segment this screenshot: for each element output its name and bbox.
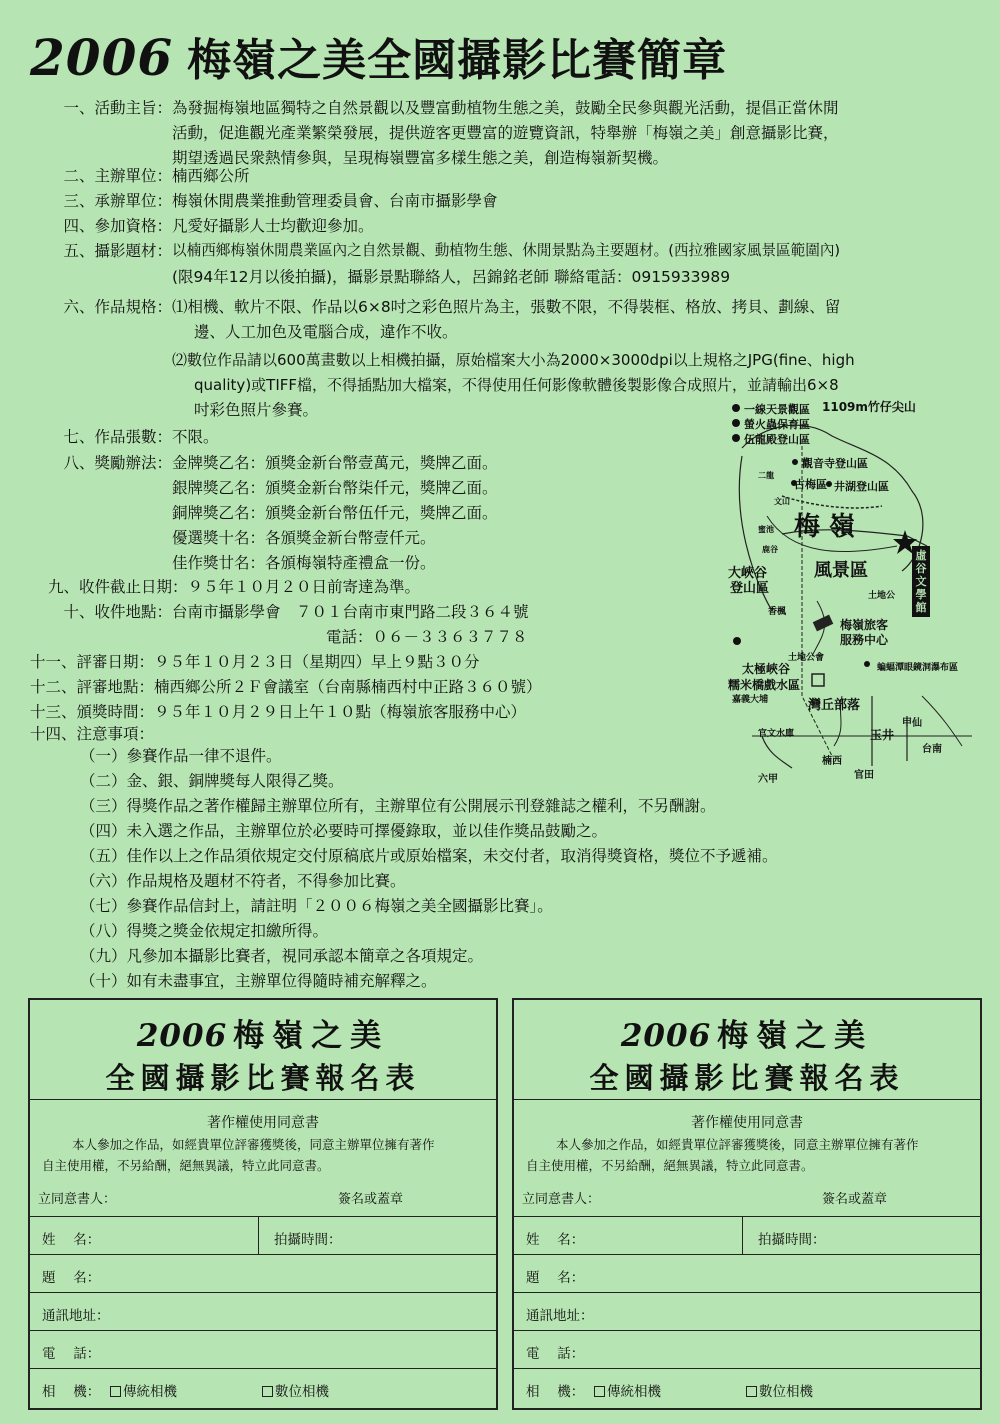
map-label: 觀音寺登山區 — [802, 457, 868, 470]
section-label: 十四、注意事項： — [30, 725, 155, 743]
form-divider — [514, 1254, 980, 1255]
film-camera-option[interactable] — [594, 1380, 661, 1400]
section-text-line: 以楠西鄉梅嶺休閒農業區內之自然景觀、動植物生態、休閒景點為主要題材。(西拉雅國家風景區範圍內) — [172, 242, 841, 259]
section-text-line: 活動，促進觀光產業繁榮發展，提供遊客更豐富的遊覽資訊，特舉辦「梅嶺之美」創意攝影比賽， — [172, 124, 839, 142]
area-map — [722, 396, 984, 796]
map-label: 古梅區 — [794, 478, 827, 491]
form-title-line2: 全國攝影比賽報名表 — [105, 1061, 421, 1095]
digital-camera-text: 數位相機 — [275, 1384, 329, 1400]
note-item: （三）得獎作品之著作權歸主辦單位所有，主辦單位有公開展示刊登雜誌之權利，不另酬謝。 — [80, 797, 716, 815]
map-legend-item: 一線天景觀區 — [744, 403, 810, 416]
map-label: 六甲 — [758, 774, 778, 785]
name-label[interactable]: 姓 名： — [42, 1232, 101, 1248]
map-label: 文山 — [774, 497, 790, 506]
form-divider — [30, 1216, 496, 1217]
section-label: 七、作品張數： — [63, 428, 172, 446]
signer-label: 立同意書人： — [522, 1192, 601, 1207]
digital-camera-option[interactable] — [262, 1380, 329, 1400]
section-label: 二、主辦單位： — [63, 167, 172, 185]
section-awards — [0, 451, 700, 575]
checkbox-icon[interactable] — [746, 1386, 757, 1397]
form-divider — [514, 1330, 980, 1331]
form-divider — [514, 1292, 980, 1293]
note-item: （一）參賽作品一律不退件。 — [80, 747, 282, 765]
section-text-line: 為發掘梅嶺地區獨特之自然景觀以及豐富動植物生態之美，鼓勵全民參與觀光活動，提倡正當休閒 — [172, 99, 839, 117]
form-divider — [30, 1254, 496, 1255]
form-title-line1 — [514, 1010, 980, 1055]
section-label: 六、作品規格： — [63, 298, 172, 316]
section-phone: 電話：０６－３３６３７７８ — [326, 628, 528, 646]
form-divider — [742, 1216, 743, 1254]
map-title: 梅 嶺 — [794, 512, 856, 542]
note-item: （四）未入選之作品，主辦單位於必要時可擇優錄取，並以佳作獎品鼓勵之。 — [80, 822, 608, 840]
map-label: 官文水庫 — [758, 729, 795, 739]
map-label: 梅嶺旅客 — [840, 618, 889, 632]
note-item: （九）凡參加本攝影比賽者，視同承認本簡章之各項規定。 — [80, 947, 484, 965]
section-text-line: 吋彩色照片參賽。 — [194, 401, 319, 419]
map-label: 楠西 — [822, 756, 842, 767]
form-divider — [30, 1368, 496, 1369]
film-camera-text: 傳統相機 — [123, 1384, 177, 1400]
section-ceremony — [30, 700, 526, 724]
note-item: （二）金、銀、銅牌獎每人限得乙獎。 — [80, 772, 344, 790]
form-divider — [258, 1216, 259, 1254]
film-camera-option[interactable] — [110, 1380, 177, 1400]
map-label: 蜜池 — [758, 525, 774, 534]
map-label: 嘉義大埔 — [732, 695, 769, 705]
section-text: 凡愛好攝影人士均歡迎參加。 — [172, 217, 374, 235]
section-purpose — [0, 96, 1000, 172]
section-deadline — [48, 575, 420, 599]
consent-line: 自主使用權，不另給酬，絕無異議，特立此同意書。 — [42, 1158, 330, 1173]
camera-label: 相 機： — [42, 1384, 101, 1400]
consent-line: 本人參加之作品，如經貴單位評審獲獎後，同意主辦單位擁有著作 — [72, 1137, 435, 1152]
section-text: 十一、評審日期：９５年１０月２３日（星期四）早上９點３０分 — [30, 653, 480, 671]
note-item: （五）佳作以上之作品須依規定交付原稿底片或原始檔案，未交付者，取消得獎資格，獎位不予遞補。 — [80, 847, 778, 865]
map-label: 二龍 — [758, 471, 774, 480]
section-label: 十、收件地點： — [63, 603, 172, 621]
map-label: 土地公 — [868, 591, 896, 601]
camera-label: 相 機： — [526, 1384, 585, 1400]
form-divider — [514, 1368, 980, 1369]
signer-label: 立同意書人： — [38, 1192, 117, 1207]
section-text-line: 邊、人工加色及電腦合成，違作不收。 — [194, 323, 458, 341]
entry-form-right — [512, 998, 982, 1410]
map-label: 井湖登山區 — [834, 480, 889, 493]
form-header — [30, 1000, 496, 1100]
section-text: 楠西鄉公所 — [172, 167, 250, 185]
map-label: 官田 — [854, 770, 874, 781]
section-label: 一、活動主旨： — [63, 99, 172, 117]
form-title-year: 2006 — [136, 1018, 228, 1054]
form-title-text: 梅嶺之美 — [233, 1018, 390, 1054]
map-label: 灣丘部落 — [808, 698, 861, 713]
address-label[interactable]: 通訊地址： — [42, 1308, 110, 1324]
section-label: 三、承辦單位： — [63, 192, 172, 210]
signature-label[interactable]: 簽名或蓋章 — [338, 1192, 404, 1207]
consent-title: 著作權使用同意書 — [691, 1115, 803, 1131]
section-subject — [0, 239, 1000, 289]
form-title-text: 梅嶺之美 — [717, 1018, 874, 1054]
section-label: 八、獎勵辦法： — [63, 454, 172, 472]
work-title-label[interactable]: 題 名： — [526, 1270, 585, 1286]
section-text-line: ⑵數位作品請以600萬畫數以上相機拍攝，原始檔案大小為2000×3000dpi以上規格之JPG(fine、high — [172, 351, 855, 369]
work-title-label[interactable]: 題 名： — [42, 1270, 101, 1286]
note-item: （八）得獎之獎金依規定扣繳所得。 — [80, 922, 329, 940]
page-title — [30, 24, 990, 87]
map-label: 太極峽谷 — [742, 662, 791, 676]
map-label: 台南 — [922, 744, 942, 755]
map-peak-label: 1109m竹仔尖山 — [822, 400, 916, 414]
section-judging-place — [30, 675, 542, 699]
checkbox-icon[interactable] — [110, 1386, 121, 1397]
award-line: 佳作獎廿名：各頒梅嶺特產禮盒一份。 — [172, 554, 436, 572]
map-label: 土地公會 — [788, 653, 825, 663]
phone-label[interactable]: 電 話： — [42, 1346, 101, 1362]
map-legend-item: 伍龍殿登山區 — [744, 433, 810, 446]
note-item: （六）作品規格及題材不符者，不得參加比賽。 — [80, 872, 406, 890]
form-divider — [30, 1292, 496, 1293]
shoot-time-label[interactable]: 拍攝時間： — [758, 1232, 826, 1248]
consent-title: 著作權使用同意書 — [207, 1115, 319, 1131]
map-legend-item: 螢火蟲保育區 — [744, 418, 810, 431]
map-label: 登山區 — [730, 581, 770, 596]
checkbox-icon[interactable] — [262, 1386, 273, 1397]
map-label: 大峽谷 — [728, 566, 768, 581]
section-text-line: quality)或TIFF檔，不得插點加大檔案，不得使用任何影像軟體後製影像合成照片，並請輸出6×8 — [194, 376, 839, 394]
consent-line: 自主使用權，不另給酬，絕無異議，特立此同意書。 — [526, 1158, 814, 1173]
map-label: 甲仙 — [902, 718, 922, 729]
form-divider — [514, 1216, 980, 1217]
award-line: 優選獎十名：各頒獎金新台幣壹仟元。 — [172, 529, 436, 547]
digital-camera-text: 數位相機 — [759, 1384, 813, 1400]
map-subtitle: 風景區 — [814, 560, 868, 581]
map-label: 香楓 — [768, 607, 787, 617]
section-address — [0, 600, 720, 650]
section-text-line: 期望透過民衆熱情參與，呈現梅嶺豐富多樣生態之美，創造梅嶺新契機。 — [172, 149, 669, 167]
section-text: 梅嶺休閒農業推動管理委員會、台南市攝影學會 — [172, 192, 498, 210]
map-label: 玉井 — [870, 728, 895, 742]
signature-label[interactable]: 簽名或蓋章 — [822, 1192, 888, 1207]
section-text: 十三、頒獎時間：９５年１０月２９日上午１０點（梅嶺旅客服務中心） — [30, 703, 527, 721]
map-label: 糯米橋戲水區 — [728, 678, 801, 692]
form-header — [514, 1000, 980, 1100]
checkbox-icon[interactable] — [594, 1386, 605, 1397]
phone-label[interactable]: 電 話： — [526, 1346, 585, 1362]
map-vertical-label: 虛谷文學館 — [912, 546, 930, 617]
section-text: 十二、評審地點：楠西鄉公所２Ｆ會議室（台南縣楠西村中正路３６０號） — [30, 678, 542, 696]
section-judging-date — [30, 650, 480, 674]
film-camera-text: 傳統相機 — [607, 1384, 661, 1400]
digital-camera-option[interactable] — [746, 1380, 813, 1400]
section-text-line: ⑴相機、軟片不限、作品以6×8吋之彩色照片為主，張數不限，不得裝框、格放、拷貝、劃線、留 — [172, 298, 841, 316]
form-title-year: 2006 — [620, 1018, 712, 1054]
section-text-line: (限94年12月以後拍攝)，攝影景點聯絡人，呂錦銘老師 聯絡電話：0915933989 — [172, 268, 731, 286]
form-title-line1 — [30, 1010, 496, 1055]
section-text: 台南市攝影學會 ７０１台南市東門路二段３６４號 — [172, 603, 529, 621]
section-text: 不限。 — [172, 428, 219, 446]
map-label: 服務中心 — [840, 633, 889, 647]
shoot-time-label[interactable]: 拍攝時間： — [274, 1232, 342, 1248]
title-year: 2006 — [30, 28, 174, 87]
form-divider — [30, 1330, 496, 1331]
section-text: 九、收件截止日期：９５年１０月２０日前寄達為準。 — [48, 578, 421, 596]
map-label: 蝙蝠潭眼鏡洞瀑布區 — [877, 663, 959, 673]
name-label[interactable]: 姓 名： — [526, 1232, 585, 1248]
entry-form-left — [28, 998, 498, 1410]
consent-line: 本人參加之作品，如經貴單位評審獲獎後，同意主辦單位擁有著作 — [556, 1137, 919, 1152]
form-title-line2: 全國攝影比賽報名表 — [589, 1061, 905, 1095]
note-item: （十）如有未盡事宜，主辦單位得隨時補充解釋之。 — [80, 972, 437, 990]
award-line: 金牌獎乙名：頒獎金新台幣壹萬元，獎牌乙面。 — [172, 454, 498, 472]
note-item: （七）參賽作品信封上，請註明「２００６梅嶺之美全國攝影比賽」。 — [80, 897, 553, 915]
title-text: 梅嶺之美全國攝影比賽簡章 — [187, 35, 728, 86]
award-line: 銀牌獎乙名：頒獎金新台幣柒仟元，獎牌乙面。 — [172, 479, 498, 497]
section-label: 四、參加資格： — [63, 217, 172, 235]
award-line: 銅牌獎乙名：頒獎金新台幣伍仟元，獎牌乙面。 — [172, 504, 498, 522]
map-label: 鹿谷 — [762, 545, 778, 554]
section-label: 五、攝影題材： — [63, 242, 172, 260]
address-label[interactable]: 通訊地址： — [526, 1308, 594, 1324]
